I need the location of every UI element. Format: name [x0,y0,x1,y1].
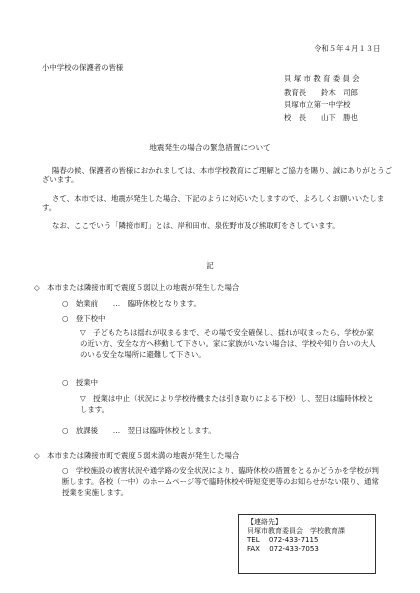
sender-org: 貝 塚 市 教 育 委 員 会 [284,74,360,83]
contact-fax: FAX 072-433-7053 [247,545,319,554]
paragraph-notice: さて、本市では、地震が発生した場合、下記のように対応いたしますので、よろしくお願いいたします。 [42,194,385,213]
contact-box [238,514,376,574]
contact-label: 【連絡先】 [247,518,282,526]
section1-after-school: ○ 放課後 … 翌日は臨時休校とします。 [62,426,216,435]
section2-detail: ○ 学校施設の被害状況や通学路の安全状況により、臨時休校の措置をとるかどうかを学校が判断します。各校（一中）のホームページ等で臨時休校や時短変更等のお知らせがない限り、通常授業を実施します。 [62,466,379,498]
sender-school: 貝塚市立第一中学校 [284,100,351,109]
sender-superintendent: 教育長 鈴木 司郎 [284,88,358,97]
section1-heading: ◇ 本市または隣接市町で震度５弱以上の地震が発生した場合 [34,283,240,292]
sender-principal: 校 長 山下 勝也 [284,113,358,122]
contact-org: 貝塚市教育委員会 学校教育課 [247,527,345,536]
section2-heading: ◇ 本市または隣接市町で震度５弱未満の地震が発生した場合 [34,451,240,460]
paragraph-definition: なお、ここでいう「隣接市町」とは、岸和田市、泉佐野市及び熊取町をさしています。 [52,221,340,230]
section1-commuting: ○ 登下校中 [62,314,106,323]
document-date: 令和５年４月１３日 [314,44,381,53]
section1-during-class-detail: ▽ 授業は中止（状況により学校待機または引き取りによる下校）し、翌日は臨時休校とします。 [80,394,374,415]
document-title: 地震発生の場合の緊急措置について [149,143,271,152]
ki-heading: 記 [206,261,214,270]
section1-during-class: ○ 授業中 [62,378,99,387]
paragraph-greeting: 陽春の候、保護者の皆様におかれましては、本市学校教育にご理解とご協力を賜り、誠にありがとうございます。 [42,166,392,185]
contact-tel: TEL 072-433-7115 [247,536,319,545]
addressee: 小中学校の保護者の皆様 [42,63,124,72]
section1-commuting-detail: ▽ 子どもたちは揺れが収まるまで、その場で安全確保し、揺れが収まったら、学校か家の近い方、安全な方へ移動して下さい。家に家族がいない場合は、学校や知り合いの大人のいる安全な場所に避難して下さい。 [80,328,376,360]
section1-before-school: ○ 始業前 … 臨時休校となります。 [62,299,201,308]
